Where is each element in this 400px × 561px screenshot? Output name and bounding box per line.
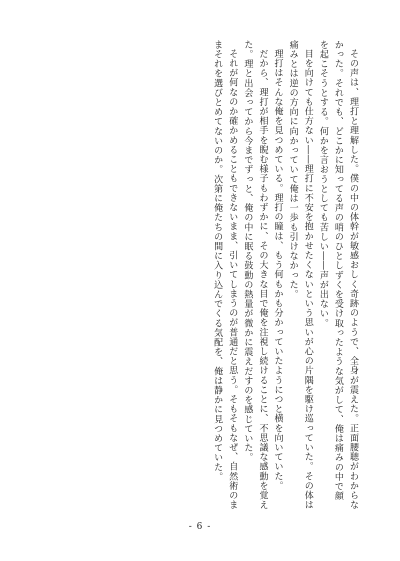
paragraph: だから、理打が相手を睨む様子もわずかに、その大きな目で俺を注視し続けることに、不思議な感動を覚えた。理と出会ってから今までずっと、俺の中に眠る鼓動の熱量が微かに震えだすのを感じていた。 (242, 40, 268, 510)
paragraph: その声は、理打と理解した。僕の中の体幹が敏感おしく奇跡のようで、全身が震えた。正面腰聴がわからなかった。それでも、どこかに知ってる声の哨のひとしずくを受け取ったような気がして、俺は痛みの中で顔を起こそうとする。何かを言おうとしても苦しい――声が出ない。 (317, 40, 358, 510)
paragraph: 理打はそんな俺を見つめている。理打の瞳は、もう何もかも分かっていたようにつと横を向いていた。 (272, 49, 283, 491)
body-text (38, 40, 360, 510)
paragraph: それが何なのか確かめることもできないまま、引いてしまうのが普通だと思う。そもそもなぜ、自然術のままそれを選びとめてないのか。次第に俺たちの間に入り込んでくる気配を、俺は静かに見つめていた。 (212, 40, 238, 510)
page-number: - 6 - (188, 522, 212, 532)
paragraph: 目を向けても仕方ない――理打に不安を抱かせたくないという思いが心の片隅を駆け巡っていた。その体は痛みとは逆の方向に向かっていて俺は一歩も引けなかった。 (287, 40, 313, 510)
